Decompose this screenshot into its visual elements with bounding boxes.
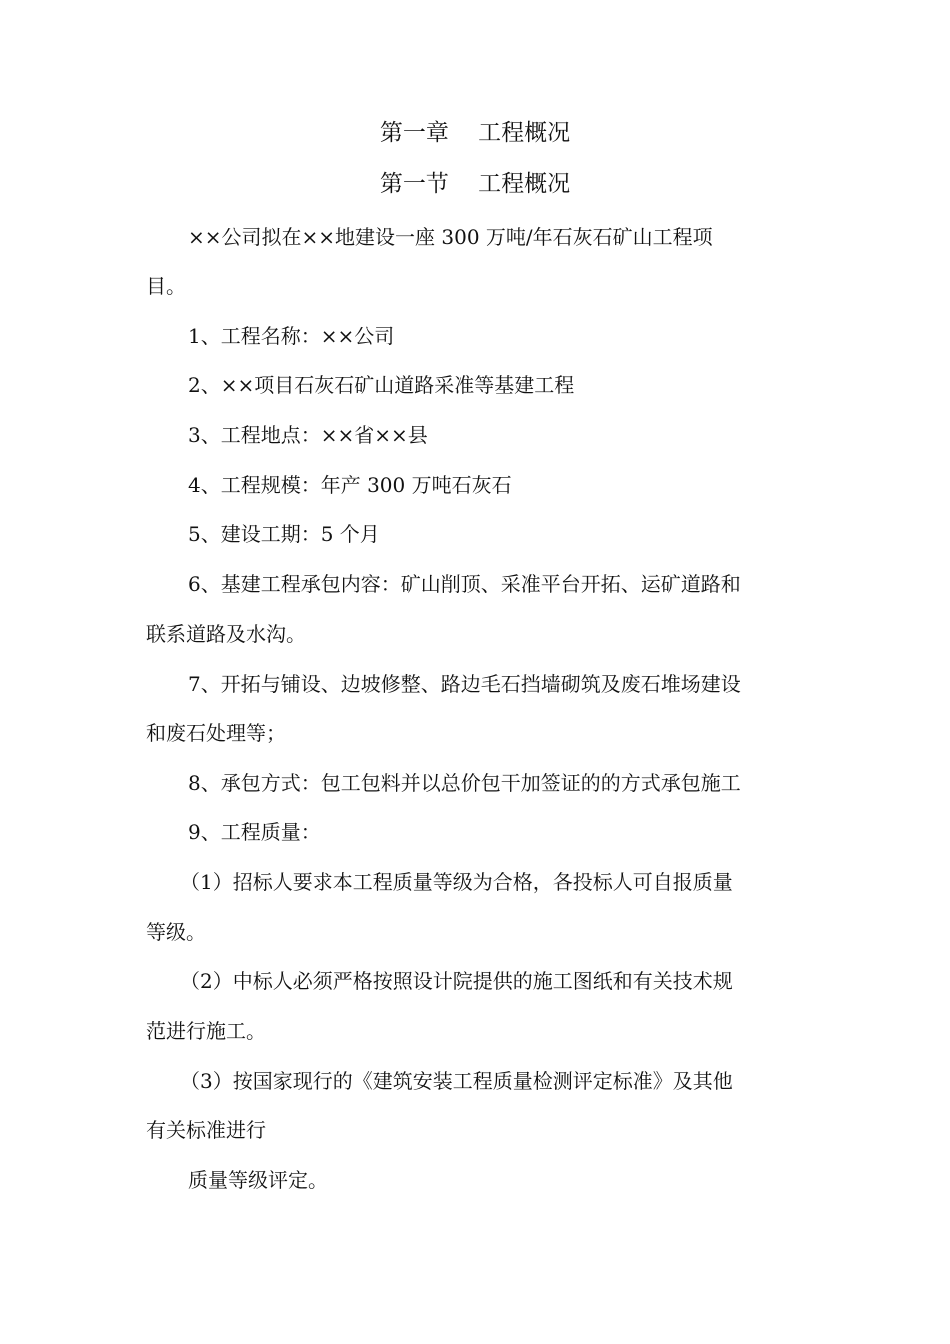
quality-clause-1-line-2: 等级。 [146, 920, 206, 944]
item-project-scope: 2、××项目石灰石矿山道路采准等基建工程 [188, 373, 575, 397]
quality-clause-2-line-2: 范进行施工。 [146, 1019, 266, 1043]
item-contract-content-line-1: 6、基建工程承包内容：矿山削顶、采准平台开拓、运矿道路和 [188, 572, 741, 596]
quality-clause-3-line-1: （3）按国家现行的《建筑安装工程质量检测评定标准》及其他 [180, 1069, 733, 1093]
quality-clause-3-line-2: 有关标准进行 [146, 1118, 266, 1142]
intro-paragraph-line-2: 目。 [146, 274, 186, 298]
item-contract-method: 8、承包方式：包工包料并以总价包干加签证的的方式承包施工 [188, 771, 741, 795]
quality-clause-3-line-3: 质量等级评定。 [188, 1168, 328, 1192]
item-construction-period: 5、建设工期：5 个月 [188, 522, 380, 546]
item-development-line-2: 和废石处理等； [146, 721, 286, 745]
item-project-scale: 4、工程规模：年产 300 万吨石灰石 [188, 473, 512, 497]
item-project-name: 1、工程名称：××公司 [188, 324, 395, 348]
chapter-title: 第一章 工程概况 [379, 120, 571, 146]
item-development-line-1: 7、开拓与铺设、边坡修整、路边毛石挡墙砌筑及废石堆场建设 [188, 672, 741, 696]
section-title: 第一节 工程概况 [379, 171, 571, 197]
item-contract-content-line-2: 联系道路及水沟。 [146, 622, 306, 646]
item-quality-heading: 9、工程质量： [188, 820, 321, 844]
quality-clause-2-line-1: （2）中标人必须严格按照设计院提供的施工图纸和有关技术规 [180, 969, 733, 993]
quality-clause-1-line-1: （1）招标人要求本工程质量等级为合格，各投标人可自报质量 [180, 870, 733, 894]
item-project-location: 3、工程地点：××省××县 [188, 423, 428, 447]
intro-paragraph-line-1: ××公司拟在××地建设一座 300 万吨/年石灰石矿山工程项 [188, 225, 713, 249]
